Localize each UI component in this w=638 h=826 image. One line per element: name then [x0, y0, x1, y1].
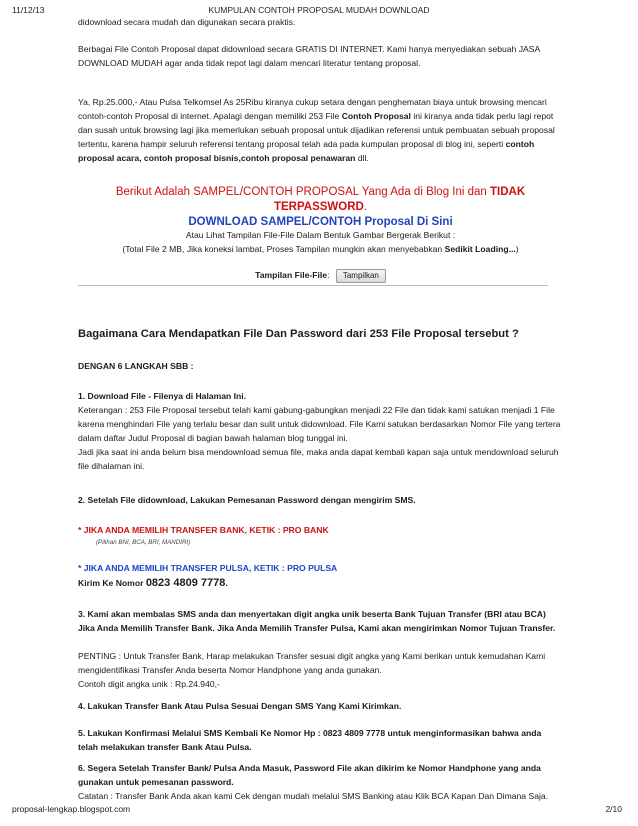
- download-sample-link[interactable]: DOWNLOAD SAMPEL/CONTOH Proposal Di Sini: [188, 216, 453, 228]
- phone-number: 0823 4809 7778: [145, 577, 226, 589]
- step1-title: 1. Download File - Filenya di Halaman Ini.: [78, 391, 247, 401]
- print-date: 11/12/13: [12, 5, 45, 15]
- display-note: [78, 228, 563, 256]
- display-note-line2: (Total File 2 MB, Jika koneksi lambat, Proses Tampilan mungkin akan menyebabkan Sedikit Loading...): [122, 244, 519, 254]
- section-heading: Bagaimana Cara Mendapatkan File Dan Password dari 253 File Proposal tersebut ?: [78, 328, 519, 340]
- intro-paragraph-2: Berbagai File Contoh Proposal dapat didownload secara GRATIS DI INTERNET. Kami hanya menyediakan sebuah JASA DOWNLOAD MUDAH agar anda tidak repot lagi dalam mencari literatur tentang proposal.: [78, 44, 540, 68]
- pulsa-option-title: * JIKA ANDA MEMILIH TRANSFER PULSA, KETIK : PRO PULSA: [78, 563, 338, 573]
- step4-title: 4. Lakukan Transfer Bank Atau Pulsa Sesuai Dengan SMS Yang Kami Kirimkan.: [78, 701, 402, 711]
- send-to-number: Kirim Ke Nomor 0823 4809 7778.: [78, 577, 228, 589]
- step5-title: 5. Lakukan Konfirmasi Melalui SMS Kembali Ke Nomor Hp : 0823 4809 7778 untuk menginformasikan bahwa anda telah melakukan transfer Bank Atau Pulsa.: [78, 728, 542, 752]
- print-footer: [0, 804, 638, 818]
- page-number: 2/10: [605, 804, 622, 814]
- step6-title: 6. Segera Setelah Transfer Bank/ Pulsa Anda Masuk, Password File akan dikirim ke Nomor Handphone yang anda gunakan untuk pemesanan password.: [78, 763, 541, 787]
- footer-url: proposal-lengkap.blogspot.com: [12, 804, 131, 814]
- display-note-line1: Atau Lihat Tampilan File-File Dalam Bentuk Gambar Bergerak Berikut :: [185, 230, 456, 240]
- step1-text-2: Jadi jika saat ini anda belum bisa mendownload semua file, maka anda dapat kembali kapan saja untuk mendownload seluruh file dihalaman ini.: [78, 447, 559, 471]
- step1-text: Keterangan : 253 File Proposal tersebut telah kami gabung-gabungkan menjadi 22 File dan tidak kami satukan menjadi 1 File karena menghindari File yang terlalu besar dan sulit untuk didownload. File Kami satukan berdasarkan Nomor File yang tertera dalam daftar Judul Proposal di bagian bawah halaman blog tunggal ini.: [78, 405, 561, 443]
- step3-title: 3. Kami akan membalas SMS anda dan menyertakan digit angka unik beserta Bank Tujuan Transfer (BRI atau BCA) Jika Anda Memilih Transfer Bank. Jika Anda Memilih Transfer Pulsa, Kami akan mengirimkan Nomor Tujuan Transfer.: [78, 609, 556, 633]
- show-files-button[interactable]: Tampilkan: [336, 269, 386, 283]
- intro-paragraph-1: didownload secara mudah dan digunakan secara praktis.: [78, 17, 296, 27]
- sample-title: Berikut Adalah SAMPEL/CONTOH PROPOSAL Yang Ada di Blog Ini dan TIDAK TERPASSWORD. DOWNLOAD SAMPEL/CONTOH Proposal Di Sini: [115, 186, 526, 228]
- display-files-row: Tampilan File-File: Tampilkan: [78, 268, 563, 283]
- step3-text-2: Contoh digit angka unik : Rp.24.940,-: [78, 679, 220, 689]
- step2-title: 2. Setelah File didownload, Lakukan Pemesanan Password dengan mengirim SMS.: [78, 495, 416, 505]
- intro-paragraph-3: Ya, Rp.25.000,- Atau Pulsa Telkomsel As 25Ribu kiranya cukup setara dengan penghematan biaya untuk browsing mencari contoh-contoh Proposal di internet. Apalagi dengan memiliki 253 File Contoh Proposal ini kiranya anda tidak perlu lagi repot dan susah untuk browsing lagi jika memerlukan sebuah proposal untuk dijadikan referensi untuk pembuatan sebuah proposal tertentu, karena hampir seluruh referensi tentang proposal telah ada pada kumpulan proposal di blog ini, seperti contoh proposal acara, contoh proposal bisnis,contoh proposal penawaran dll.: [78, 97, 555, 163]
- bank-option-note: (Pilihan BNI, BCA, BRI, MANDIRI): [96, 539, 191, 546]
- display-files-label: Tampilan File-File: [255, 270, 328, 280]
- steps-title: DENGAN 6 LANGKAH SBB :: [78, 361, 194, 371]
- step3-text: PENTING : Untuk Transfer Bank, Harap melakukan Transfer sesuai digit angka yang Kami berikan untuk kemudahan Kami mengidentifikasi Transfer Anda beserta Nomor Handphone yang anda gunakan.: [78, 651, 546, 675]
- bank-option-title: * JIKA ANDA MEMILIH TRANSFER BANK, KETIK : PRO BANK: [78, 525, 329, 535]
- print-title: KUMPULAN CONTOH PROPOSAL MUDAH DOWNLOAD: [208, 5, 430, 15]
- divider: [78, 285, 548, 286]
- step6-text: Catatan : Transfer Bank Anda akan kami Cek dengan mudah melalui SMS Banking atau Klik BCA Kapan Dan Dimana Saja.: [78, 791, 549, 801]
